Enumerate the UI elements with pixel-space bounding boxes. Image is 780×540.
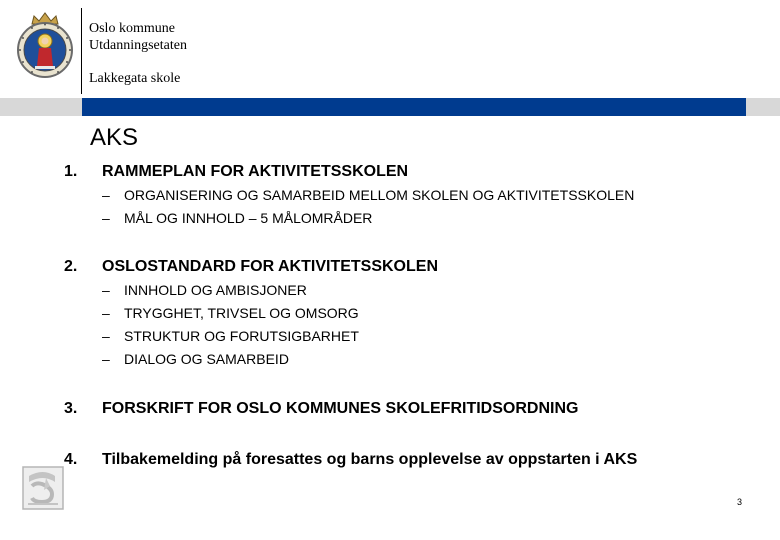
dash-marker: –: [102, 351, 110, 367]
oslo-kommune-mark-icon: [22, 466, 64, 510]
dash-marker: –: [102, 187, 110, 203]
dash-marker: –: [102, 210, 110, 226]
org-name: Oslo kommune: [89, 21, 175, 36]
dash-marker: –: [102, 328, 110, 344]
item-heading: OSLOSTANDARD FOR AKTIVITETSSKOLEN: [102, 258, 438, 275]
sub-item: [102, 186, 634, 204]
sub-item-text: TRYGGHET, TRIVSEL OG OMSORG: [124, 305, 359, 321]
item-number: 4.: [64, 451, 78, 468]
sub-item: [102, 350, 289, 368]
sub-item-text: MÅL OG INNHOLD – 5 MÅLOMRÅDER: [124, 210, 373, 226]
item-heading: Tilbakemelding på foresattes og barns opplevelse av oppstarten i AKS: [102, 451, 638, 468]
sub-item: [102, 281, 307, 299]
header-bar-blue: [82, 98, 746, 116]
dash-marker: –: [102, 282, 110, 298]
dash-marker: –: [102, 305, 110, 321]
sub-item: [102, 327, 359, 345]
sub-item: [102, 304, 359, 322]
item-number: 2.: [64, 258, 78, 275]
school-name: Lakkegata skole: [89, 71, 181, 86]
sub-item-text: STRUKTUR OG FORUTSIGBARHET: [124, 328, 359, 344]
sub-item: [102, 209, 372, 227]
org-department: Utdanningsetaten: [89, 38, 187, 53]
sub-item-text: INNHOLD OG AMBISJONER: [124, 282, 307, 298]
slide-title: AKS: [90, 124, 139, 151]
item-heading: RAMMEPLAN FOR AKTIVITETSSKOLEN: [102, 163, 409, 180]
oslo-coat-of-arms-icon: [14, 10, 76, 80]
item-number: 1.: [64, 163, 78, 180]
header-divider: [81, 8, 82, 94]
item-number: 3.: [64, 400, 78, 417]
item-heading: FORSKRIFT FOR OSLO KOMMUNES SKOLEFRITIDSORDNING: [102, 400, 579, 417]
sub-item-text: DIALOG OG SAMARBEID: [124, 351, 289, 367]
page-number: 3: [737, 497, 743, 507]
header-bar-right: [746, 98, 780, 116]
sub-item-text: ORGANISERING OG SAMARBEID MELLOM SKOLEN OG AKTIVITETSSKOLEN: [124, 187, 635, 203]
header-bar-left: [0, 98, 82, 116]
